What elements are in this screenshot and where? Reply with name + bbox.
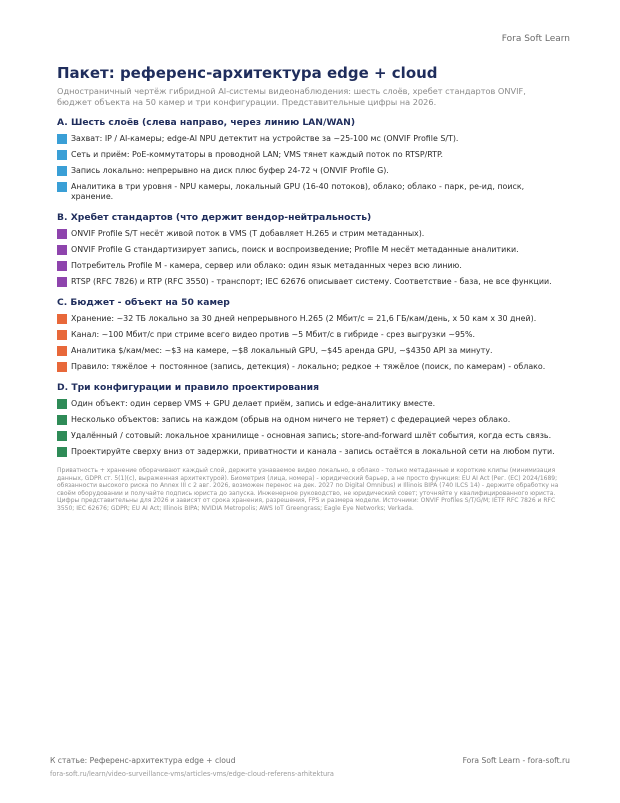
list-item-text: Аналитика в три уровня - NPU камеры, локальный GPU (16-40 потоков), облако; облако - парк, ре-ид, поиск, хранение. <box>71 182 525 201</box>
bullet-square-icon <box>57 150 67 160</box>
list-item-text: Сеть и приём: PoE-коммутаторы в проводной LAN; VMS тянет каждый поток по RTSP/RTP. <box>71 150 444 159</box>
list-item <box>57 245 563 255</box>
list-item-text: Захват: IP / AI-камеры; edge-AI NPU детектит на устройстве за ~25-100 мс (ONVIF Profile S/T). <box>71 134 459 143</box>
list-item <box>57 134 563 144</box>
bullet-square-icon <box>57 447 67 457</box>
bullet-square-icon <box>57 415 67 425</box>
list-item-text: ONVIF Profile G стандартизирует запись, поиск и воспроизведение; Profile M несёт метаданные аналитики. <box>71 245 519 254</box>
list-item-text: Канал: ~100 Мбит/с при стриме всего видео против ~5 Мбит/с в гибриде - срез выгрузки ~95%. <box>71 330 476 339</box>
bullet-square-icon <box>57 431 67 441</box>
footer-article-link[interactable]: К статье: Референс-архитектура edge + cloud <box>50 756 236 765</box>
bullet-square-icon <box>57 261 67 271</box>
list-item <box>57 314 563 324</box>
list-item <box>57 330 563 340</box>
list-item-text: ONVIF Profile S/T несёт живой поток в VMS (T добавляет H.265 и стрим метаданных). <box>71 229 425 238</box>
bullet-square-icon <box>57 314 67 324</box>
list-item <box>57 166 563 176</box>
bullet-square-icon <box>57 182 67 192</box>
section-list <box>57 229 563 287</box>
bullet-square-icon <box>57 399 67 409</box>
section-heading: C. Бюджет - объект на 50 камер <box>57 297 230 308</box>
bullet-square-icon <box>57 134 67 144</box>
bullet-square-icon <box>57 229 67 239</box>
list-item <box>57 150 563 160</box>
list-item-text: Запись локально: непрерывно на диск плюс буфер 24-72 ч (ONVIF Profile G). <box>71 166 389 175</box>
bullet-square-icon <box>57 277 67 287</box>
list-item <box>57 261 563 271</box>
list-item-text: Один объект: один сервер VMS + GPU делает приём, запись и edge-аналитику вместе. <box>71 399 436 408</box>
list-item <box>57 362 563 372</box>
bullet-square-icon <box>57 245 67 255</box>
section-list <box>57 134 563 202</box>
list-item-text: Правило: тяжёлое + постоянное (запись, детекция) - локально; редкое + тяжёлое (поиск, по камерам) - облако. <box>71 362 546 371</box>
list-item <box>57 346 563 356</box>
page-subtitle: Одностраничный чертёж гибридной AI-системы видеонаблюдения: шесть слоёв, хребет стандартов ONVIF, бюджет объекта на 50 камер и три конфигурации. Представительные цифры на 2026. <box>57 86 526 107</box>
list-item-text: Хранение: ~32 ТБ локально за 30 дней непрерывного H.265 (2 Мбит/с = 21,6 ГБ/кам/день, х 50 кам х 30 дней). <box>71 314 537 323</box>
list-item <box>57 415 563 425</box>
list-item <box>57 277 563 287</box>
list-item-text: Удалённый / сотовый: локальное хранилище - основная запись; store-and-forward шлёт события, когда есть связь. <box>71 431 552 440</box>
sections-container <box>57 117 563 457</box>
bullet-square-icon <box>57 330 67 340</box>
bullet-square-icon <box>57 346 67 356</box>
list-item <box>57 431 563 441</box>
brand-label: Fora Soft Learn <box>501 34 570 44</box>
list-item-text: Потребитель Profile M - камера, сервер или облако: один язык метаданных через всю линию. <box>71 261 462 270</box>
list-item <box>57 182 563 202</box>
list-item <box>57 229 563 239</box>
list-item-text: Проектируйте сверху вниз от задержки, приватности и канала - запись остаётся в локальной сети на любом пути. <box>71 447 555 456</box>
footnote: Приватность + хранение оборачивают каждый слой, держите узнаваемое видео локально, в облако - только метаданные и короткие клипы (минимизация данных, GDPR ст. 5(1)(c), выраженная архитектурой). Биометрия (лица, номера) - юридический барьер, а не просто функция: EU AI Act (Рег. (ЕС) 2024/1689; обязанности высокого риска по Annex III с 2 авг. 2026, возможен перенос на дек. 2027 по Digital Omnibus) и Illinois BIPA (740 ILCS 14) - держите обработку на своём оборудовании и получайте подпись юриста до запуска. Инженерное руководство, не юридический совет; уточняйте у квалифицированного юриста. Цифры представительны для 2026 и зависят от срока хранения, разрешения, FPS и размера модели. Источники: ONVIF Profiles S/T/G/M; IETF RFC 7826 и RFC 3550; IEC 62676; GDPR; EU AI Act; Illinois BIPA; NVIDIA Metropolis; AWS IoT Greengrass; Eagle Eye Networks; Verkada. <box>57 467 559 512</box>
section-heading: D. Три конфигурации и правило проектирования <box>57 382 319 393</box>
footer-site-label: Fora Soft Learn - fora-soft.ru <box>462 756 570 765</box>
section-heading: A. Шесть слоёв (слева направо, через линию LAN/WAN) <box>57 117 356 128</box>
list-item-text: RTSP (RFC 7826) и RTP (RFC 3550) - транспорт; IEC 62676 описывает систему. Соответствие - база, не все функции. <box>71 277 552 286</box>
section-list <box>57 314 563 372</box>
bullet-square-icon <box>57 166 67 176</box>
list-item <box>57 399 563 409</box>
footer-url[interactable]: fora-soft.ru/learn/video-surveillance-vms/articles-vms/edge-cloud-referens-arhitektura <box>50 770 334 778</box>
list-item <box>57 447 563 457</box>
bullet-square-icon <box>57 362 67 372</box>
document-body <box>57 64 563 513</box>
list-item-text: Аналитика $/кам/мес: ~$3 на камере, ~$8 локальный GPU, ~$45 аренда GPU, ~$4350 API за минуту. <box>71 346 493 355</box>
list-item-text: Несколько объектов: запись на каждом (обрыв на одном ничего не теряет) с федерацией через облако. <box>71 415 511 424</box>
section-list <box>57 399 563 457</box>
page-title: Пакет: референс-архитектура edge + cloud <box>57 64 438 82</box>
section-heading: B. Хребет стандартов (что держит вендор-нейтральность) <box>57 212 372 223</box>
